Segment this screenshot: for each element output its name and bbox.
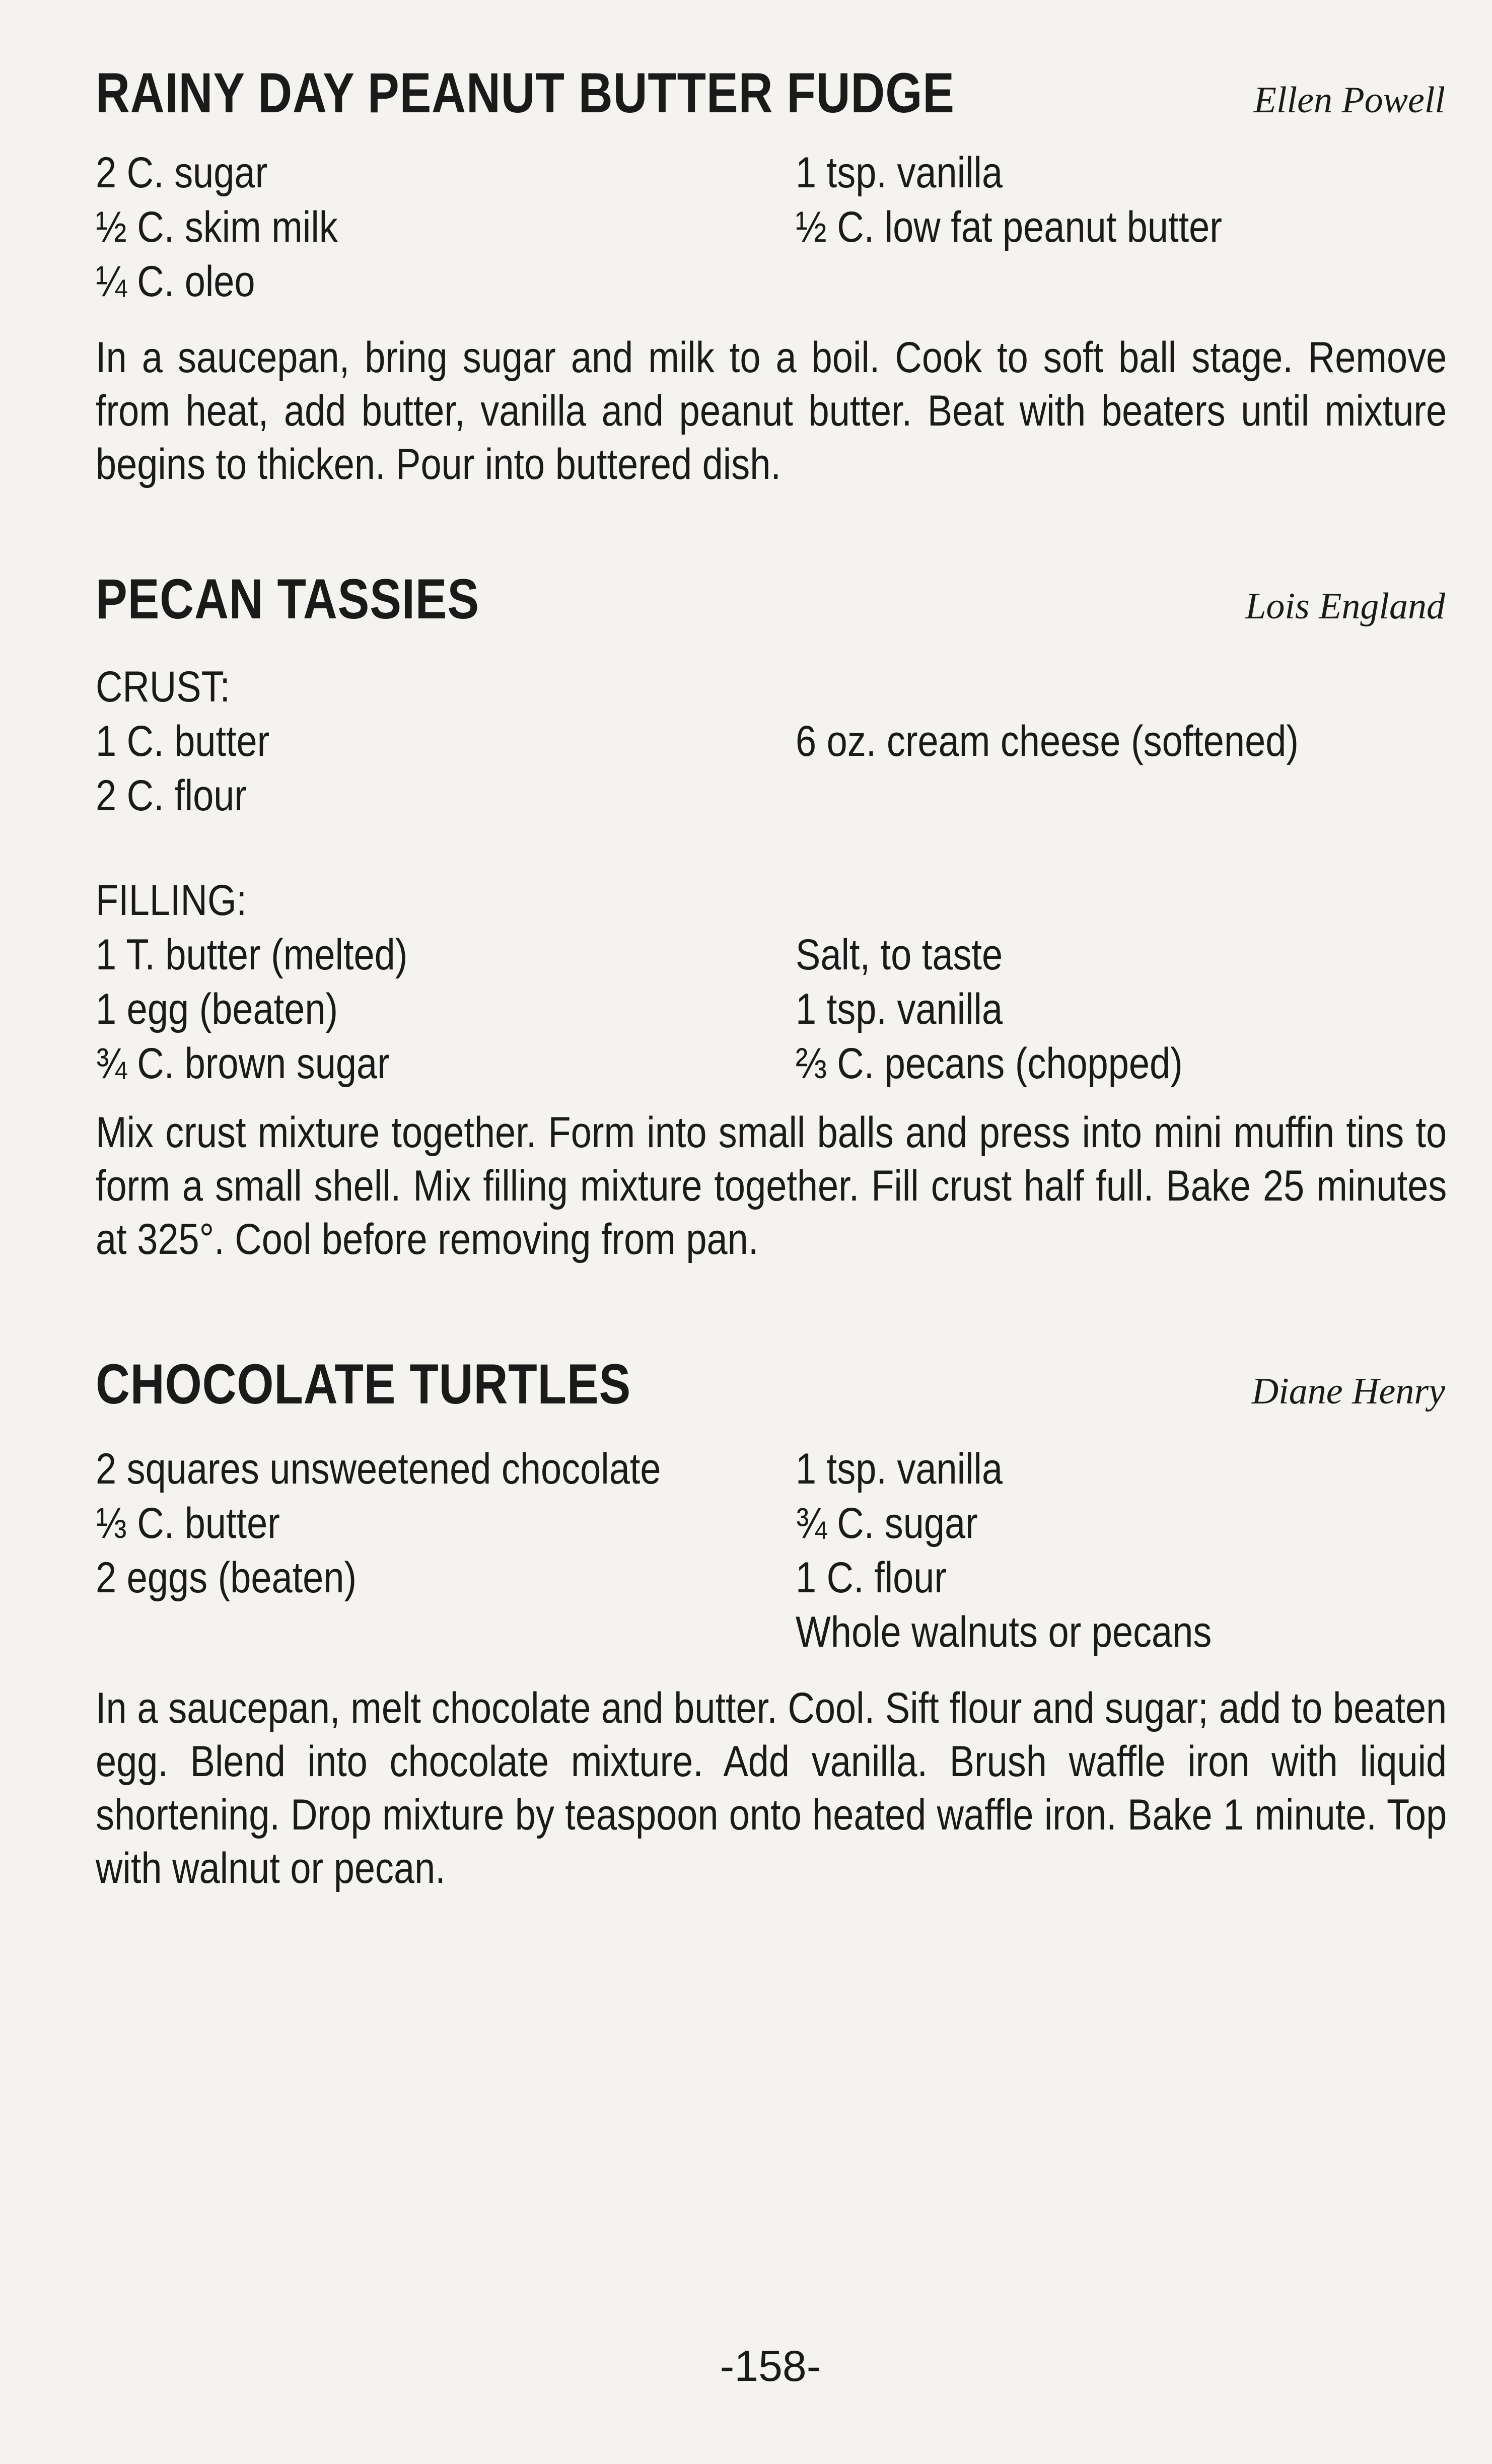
recipe-header	[96, 60, 1445, 125]
crust-label: CRUST:	[96, 663, 231, 711]
ingredients-right	[796, 1442, 1445, 1659]
ingredients-right	[796, 146, 1445, 309]
ingredient: 2 C. sugar	[96, 149, 268, 197]
ingredient: ⅓ C. butter	[96, 1499, 280, 1547]
ingredient: 1 tsp. vanilla	[796, 1445, 1003, 1493]
recipe-pecan-tassies	[96, 567, 1445, 1266]
ingredient: ½ C. skim milk	[96, 203, 338, 251]
ingredient: ⅔ C. pecans (chopped)	[796, 1039, 1183, 1088]
ingredients-left	[96, 928, 796, 1091]
ingredient: ½ C. low fat peanut butter	[796, 203, 1222, 251]
recipe-author: Ellen Powell	[1253, 80, 1445, 121]
recipe-rainy-day-fudge	[96, 60, 1445, 491]
crust-ingredients	[96, 714, 1445, 823]
ingredients-right	[796, 928, 1445, 1091]
ingredient: 1 tsp. vanilla	[796, 149, 1003, 197]
ingredient: Salt, to taste	[796, 931, 1003, 979]
recipe-directions: Mix crust mixture together. Form into small balls and press into mini muffin tins to form a small shell. Mix filling mixture together. Fill crust half full. Bake 25 minutes at 325°. Cool before removing from pan.	[96, 1108, 1447, 1263]
recipe-author: Diane Henry	[1251, 1371, 1445, 1412]
ingredient: ¾ C. sugar	[796, 1499, 978, 1547]
ingredients-right	[796, 714, 1445, 823]
ingredient: 2 eggs (beaten)	[96, 1554, 357, 1602]
ingredient: ¾ C. brown sugar	[96, 1039, 390, 1088]
ingredients-left	[96, 1442, 796, 1659]
ingredient: Whole walnuts or pecans	[796, 1608, 1212, 1656]
recipe-author: Lois England	[1245, 586, 1445, 627]
ingredient: 6 oz. cream cheese (softened)	[796, 717, 1299, 765]
ingredient: 1 tsp. vanilla	[796, 985, 1003, 1033]
ingredient: 1 T. butter (melted)	[96, 931, 408, 979]
filling-ingredients	[96, 928, 1445, 1091]
ingredient: 2 C. flour	[96, 771, 247, 820]
page-number: -158-	[720, 2342, 821, 2390]
recipe-directions: In a saucepan, melt chocolate and butter. Cool. Sift flour and sugar; add to beaten egg. Blend into chocolate mixture. Add vanilla. Brush waffle iron with liquid shortening. Drop mixture by teaspoon onto heated waffle iron. Bake 1 minute. Top with walnut or pecan.	[96, 1684, 1447, 1892]
recipe-header	[96, 1352, 1445, 1417]
cookbook-page	[96, 60, 1447, 2390]
recipe-title: CHOCOLATE TURTLES	[96, 1353, 631, 1416]
ingredient: ¼ C. oleo	[96, 257, 255, 306]
recipe-title: RAINY DAY PEANUT BUTTER FUDGE	[96, 61, 955, 124]
recipe-header	[96, 567, 1445, 631]
ingredient-list	[96, 1442, 1445, 1659]
ingredients-left	[96, 146, 796, 309]
ingredient-list	[96, 146, 1445, 309]
filling-label: FILLING:	[96, 876, 247, 925]
ingredient: 1 egg (beaten)	[96, 985, 338, 1033]
recipe-title: PECAN TASSIES	[96, 568, 479, 630]
ingredient: 1 C. butter	[96, 717, 270, 765]
recipe-chocolate-turtles	[96, 1352, 1445, 1895]
ingredient: 1 C. flour	[796, 1554, 947, 1602]
ingredient: 2 squares unsweetened chocolate	[96, 1445, 661, 1493]
recipe-directions: In a saucepan, bring sugar and milk to a boil. Cook to soft ball stage. Remove from heat, add butter, vanilla and peanut butter. Beat with beaters until mixture begins to thicken. Pour into buttered dish.	[96, 333, 1447, 488]
ingredients-left	[96, 714, 796, 823]
